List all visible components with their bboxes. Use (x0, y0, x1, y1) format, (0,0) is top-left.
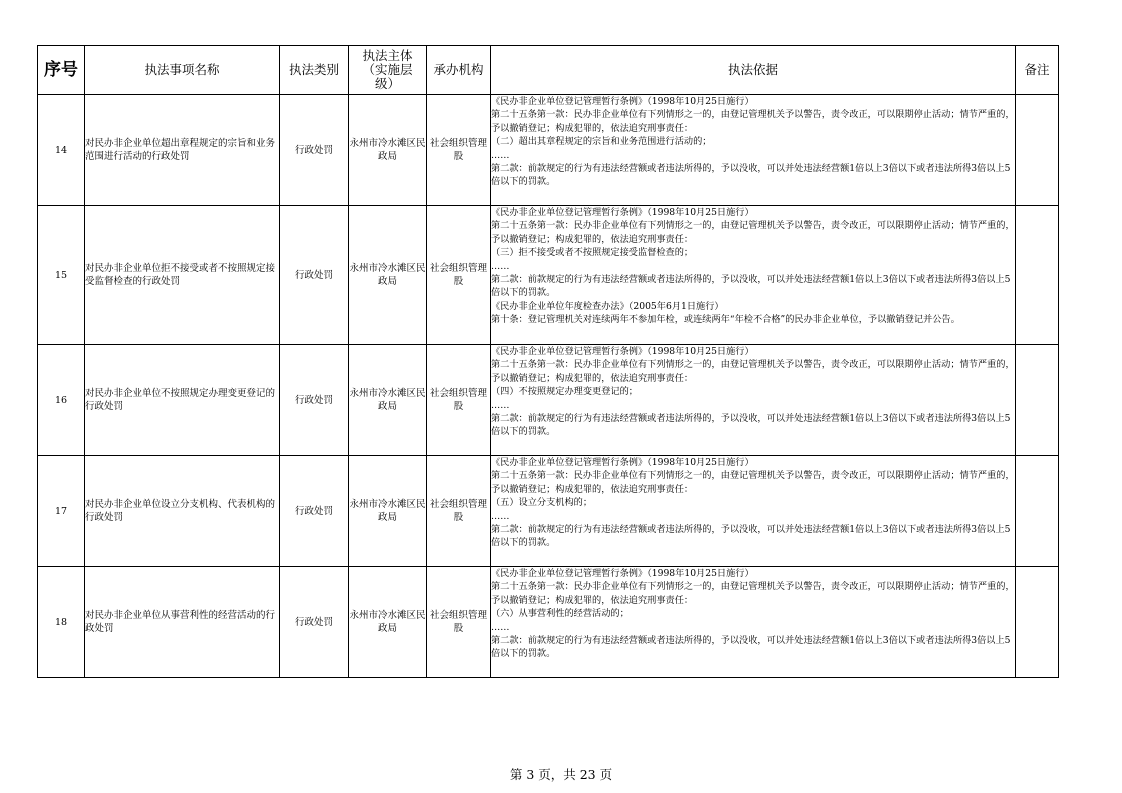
header-subject (349, 46, 427, 95)
basis-line: 《民办非企业单位年度检查办法》（2005年6月1日施行） (491, 300, 724, 312)
header-subject-line3: 级） (374, 76, 400, 91)
header-category: 执法类别 (280, 46, 349, 95)
basis-line: …… (491, 260, 510, 272)
row-org: 社会组织管理股 (427, 95, 491, 206)
row-subject: 永州市冷水滩区民政局 (349, 567, 427, 678)
basis-line: 《民办非企业单位登记管理暂行条例》（1998年10月25日施行） (491, 207, 754, 218)
row-item-name: 对民办非企业单位超出章程规定的宗旨和业务范围进行活动的行政处罚 (85, 95, 280, 206)
row-basis (491, 206, 1016, 345)
basis-line: 第二款：前款规定的行为有违法经营额或者违法所得的，予以没收，可以并处违法经营额1倍以上3倍以下或者违法所得3倍以上5倍以下的罚款。 (491, 413, 1011, 438)
basis-line: …… (491, 621, 510, 633)
row-item-name: 对民办非企业单位设立分支机构、代表机构的行政处罚 (85, 456, 280, 567)
basis-line: 《民办非企业单位登记管理暂行条例》（1998年10月25日施行） (491, 346, 754, 357)
row-number: 16 (38, 345, 85, 456)
row-item-name: 对民办非企业单位拒不接受或者不按照规定接受监督检查的行政处罚 (85, 206, 280, 345)
header-subject-line1: 执法主体 (362, 48, 413, 63)
basis-line: 第十条：登记管理机关对连续两年不参加年检，或连续两年“年检不合格”的民办非企业单位，予以撤销登记并公告。 (491, 314, 960, 326)
row-category: 行政处罚 (280, 206, 349, 345)
row-subject: 永州市冷水滩区民政局 (349, 456, 427, 567)
basis-line: （六）从事营利性的经营活动的； (491, 608, 629, 620)
basis-line: 第二款：前款规定的行为有违法经营额或者违法所得的，予以没收，可以并处违法经营额1倍以上3倍以下或者违法所得3倍以上5倍以下的罚款。 (491, 524, 1011, 549)
row-note (1016, 567, 1059, 678)
basis-line: …… (491, 399, 510, 411)
row-basis (491, 567, 1016, 678)
basis-line: （四）不按照规定办理变更登记的； (491, 386, 638, 398)
basis-line: 第二十五条第一款：民办非企业单位有下列情形之一的，由登记管理机关予以警告，责令改正，可以限期停止活动；情节严重的，予以撤销登记；构成犯罪的，依法追究刑事责任： (491, 581, 1015, 606)
basis-line: 第二十五条第一款：民办非企业单位有下列情形之一的，由登记管理机关予以警告，责令改正，可以限期停止活动；情节严重的，予以撤销登记；构成犯罪的，依法追究刑事责任： (491, 359, 1015, 384)
header-basis: 执法依据 (491, 46, 1016, 95)
basis-line: 第二十五条第一款：民办非企业单位有下列情形之一的，由登记管理机关予以警告，责令改正，可以限期停止活动；情节严重的，予以撤销登记；构成犯罪的，依法追究刑事责任： (491, 109, 1015, 134)
basis-line: （二）超出其章程规定的宗旨和业务范围进行活动的； (491, 136, 712, 148)
basis-line: 第二十五条第一款：民办非企业单位有下列情形之一的，由登记管理机关予以警告，责令改正，可以限期停止活动；情节严重的，予以撤销登记；构成犯罪的，依法追究刑事责任： (491, 220, 1015, 245)
header-seq: 序号 (38, 46, 85, 95)
basis-line: 第二款：前款规定的行为有违法经营额或者违法所得的，予以没收，可以并处违法经营额1倍以上3倍以下或者违法所得3倍以上5倍以下的罚款。 (491, 635, 1011, 660)
table-row (38, 345, 1059, 456)
row-org: 社会组织管理股 (427, 456, 491, 567)
basis-line: （五）设立分支机构的； (491, 497, 593, 509)
row-subject: 永州市冷水滩区民政局 (349, 345, 427, 456)
basis-line: 第二十五条第一款：民办非企业单位有下列情形之一的，由登记管理机关予以警告，责令改正，可以限期停止活动；情节严重的，予以撤销登记；构成犯罪的，依法追究刑事责任： (491, 470, 1015, 495)
row-note (1016, 456, 1059, 567)
row-category: 行政处罚 (280, 95, 349, 206)
header-note: 备注 (1016, 46, 1059, 95)
row-subject: 永州市冷水滩区民政局 (349, 206, 427, 345)
basis-line: 《民办非企业单位登记管理暂行条例》（1998年10月25日施行） (491, 96, 754, 107)
row-basis (491, 456, 1016, 567)
header-name: 执法事项名称 (85, 46, 280, 95)
basis-line: 《民办非企业单位登记管理暂行条例》（1998年10月25日施行） (491, 457, 754, 468)
row-org: 社会组织管理股 (427, 567, 491, 678)
row-org: 社会组织管理股 (427, 345, 491, 456)
row-category: 行政处罚 (280, 567, 349, 678)
row-org: 社会组织管理股 (427, 206, 491, 345)
row-category: 行政处罚 (280, 345, 349, 456)
basis-line: 第二款：前款规定的行为有违法经营额或者违法所得的，予以没收，可以并处违法经营额1倍以上3倍以下或者违法所得3倍以上5倍以下的罚款。 (491, 163, 1011, 188)
row-number: 15 (38, 206, 85, 345)
basis-line: …… (491, 510, 510, 522)
table-row (38, 567, 1059, 678)
table-row (38, 95, 1059, 206)
basis-line: （三）拒不接受或者不按照规定接受监督检查的； (491, 247, 694, 259)
header-subject-line2: （实施层 (362, 62, 413, 77)
header-org: 承办机构 (427, 46, 491, 95)
table-row (38, 456, 1059, 567)
row-basis (491, 95, 1016, 206)
row-number: 18 (38, 567, 85, 678)
row-note (1016, 95, 1059, 206)
row-number: 17 (38, 456, 85, 567)
basis-line: 第二款：前款规定的行为有违法经营额或者违法所得的，予以没收，可以并处违法经营额1倍以上3倍以下或者违法所得3倍以上5倍以下的罚款。 (491, 274, 1011, 299)
row-note (1016, 206, 1059, 345)
row-subject: 永州市冷水滩区民政局 (349, 95, 427, 206)
page-number: 第 3 页，共 23 页 (509, 767, 613, 782)
basis-line: 《民办非企业单位登记管理暂行条例》（1998年10月25日施行） (491, 568, 754, 579)
table-row (38, 206, 1059, 345)
row-basis (491, 345, 1016, 456)
header-row (38, 46, 1059, 95)
row-note (1016, 345, 1059, 456)
row-item-name: 对民办非企业单位从事营利性的经营活动的行政处罚 (85, 567, 280, 678)
basis-line: …… (491, 149, 510, 161)
row-category: 行政处罚 (280, 456, 349, 567)
row-number: 14 (38, 95, 85, 206)
row-item-name: 对民办非企业单位不按照规定办理变更登记的行政处罚 (85, 345, 280, 456)
enforcement-table (37, 45, 1059, 678)
